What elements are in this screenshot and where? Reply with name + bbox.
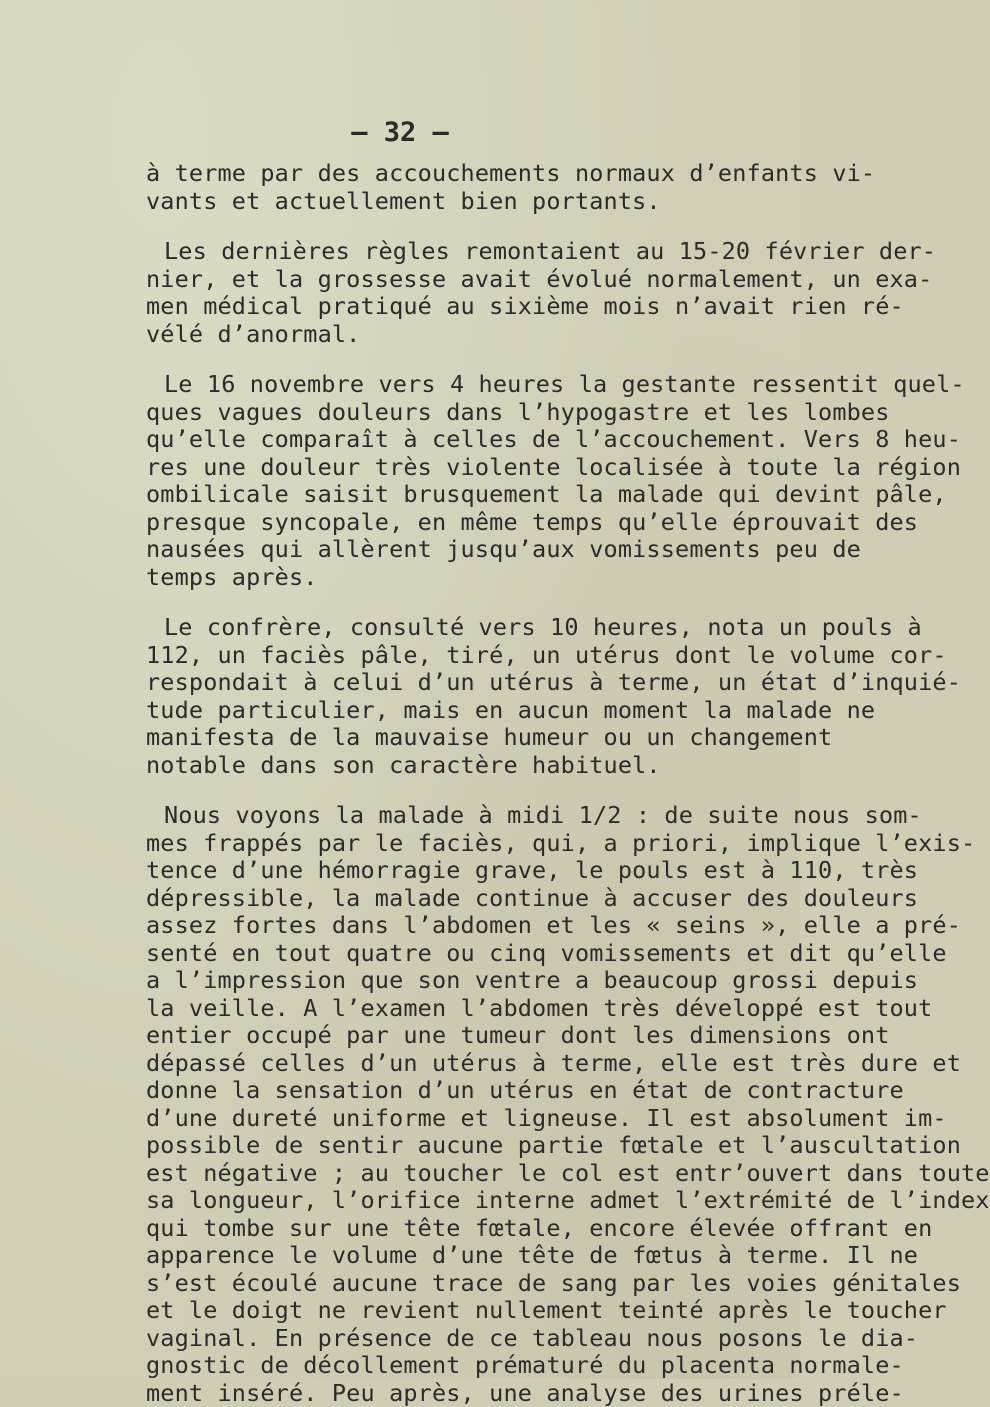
text-line: vaginal. En présence de ce tableau nous posons le dia- bbox=[146, 1325, 734, 1353]
text-line: vants et actuellement bien portants. bbox=[146, 188, 734, 216]
text-line: entier occupé par une tumeur dont les dimensions ont bbox=[146, 1022, 734, 1050]
text-line: temps après. bbox=[146, 564, 734, 592]
text-line: ombilicale saisit brusquement la malade qui devint pâle, bbox=[146, 481, 734, 509]
text-line: 112, un faciès pâle, tiré, un utérus dont le volume cor- bbox=[146, 642, 734, 670]
text-line: a l’impression que son ventre a beaucoup grossi depuis bbox=[146, 967, 734, 995]
text-line: tence d’une hémorragie grave, le pouls est à 110, très bbox=[146, 857, 734, 885]
text-line: Nous voyons la malade à midi 1/2 : de suite nous som- bbox=[146, 802, 734, 830]
text-line: d’une dureté uniforme et ligneuse. Il est absolument im- bbox=[146, 1105, 734, 1133]
text-line: qu’elle comparaît à celles de l’accouchement. Vers 8 heu- bbox=[146, 426, 734, 454]
text-line: nier, et la grossesse avait évolué normalement, un exa- bbox=[146, 266, 734, 294]
text-line: ques vagues douleurs dans l’hypogastre et les lombes bbox=[146, 399, 734, 427]
text-line: sa longueur, l’orifice interne admet l’extrémité de l’index bbox=[146, 1187, 734, 1215]
text-line: assez fortes dans l’abdomen et les « seins », elle a pré- bbox=[146, 912, 734, 940]
text-line: res une douleur très violente localisée à toute la région bbox=[146, 454, 734, 482]
paragraph-2 bbox=[146, 238, 734, 348]
paragraph-3 bbox=[146, 371, 734, 591]
text-line: donne la sensation d’un utérus en état de contracture bbox=[146, 1077, 734, 1105]
text-line: mes frappés par le faciès, qui, a priori, implique l’exis- bbox=[146, 830, 734, 858]
text-line: est négative ; au toucher le col est entr’ouvert dans toute bbox=[146, 1160, 734, 1188]
text-line: dépassé celles d’un utérus à terme, elle est très dure et bbox=[146, 1050, 734, 1078]
paragraph-4 bbox=[146, 614, 734, 779]
text-line: notable dans son caractère habituel. bbox=[146, 752, 734, 780]
text-line: senté en tout quatre ou cinq vomissements et dit qu’elle bbox=[146, 940, 734, 968]
text-line: apparence le volume d’une tête de fœtus à terme. Il ne bbox=[146, 1242, 734, 1270]
text-line: gnostic de décollement prématuré du placenta normale- bbox=[146, 1352, 734, 1380]
text-line: vélé d’anormal. bbox=[146, 321, 734, 349]
text-line: men médical pratiqué au sixième mois n’avait rien ré- bbox=[146, 293, 734, 321]
paragraph-5 bbox=[146, 802, 734, 1407]
text-line: la veille. A l’examen l’abdomen très développé est tout bbox=[146, 995, 734, 1023]
text-line: dépressible, la malade continue à accuser des douleurs bbox=[146, 885, 734, 913]
text-line: Le confrère, consulté vers 10 heures, nota un pouls à bbox=[146, 614, 734, 642]
text-line: presque syncopale, en même temps qu’elle éprouvait des bbox=[146, 509, 734, 537]
text-line: respondait à celui d’un utérus à terme, un état d’inquié- bbox=[146, 669, 734, 697]
paragraph-1 bbox=[146, 160, 734, 215]
text-line: s’est écoulé aucune trace de sang par les voies génitales bbox=[146, 1270, 734, 1298]
text-line: manifesta de la mauvaise humeur ou un changement bbox=[146, 724, 734, 752]
text-line: tude particulier, mais en aucun moment la malade ne bbox=[146, 697, 734, 725]
text-line: qui tombe sur une tête fœtale, encore élevée offrant en bbox=[146, 1215, 734, 1243]
page-number: — 32 — bbox=[0, 117, 800, 148]
body-text bbox=[146, 160, 734, 1407]
text-line: Le 16 novembre vers 4 heures la gestante ressentit quel- bbox=[146, 371, 734, 399]
text-line: possible de sentir aucune partie fœtale et l’auscultation bbox=[146, 1132, 734, 1160]
text-line: nausées qui allèrent jusqu’aux vomissements peu de bbox=[146, 536, 734, 564]
text-line: ment inséré. Peu après, une analyse des urines préle- bbox=[146, 1380, 734, 1407]
text-line: Les dernières règles remontaient au 15-20 février der- bbox=[146, 238, 734, 266]
text-line: à terme par des accouchements normaux d’enfants vi- bbox=[146, 160, 734, 188]
text-line: et le doigt ne revient nullement teinté après le toucher bbox=[146, 1297, 734, 1325]
